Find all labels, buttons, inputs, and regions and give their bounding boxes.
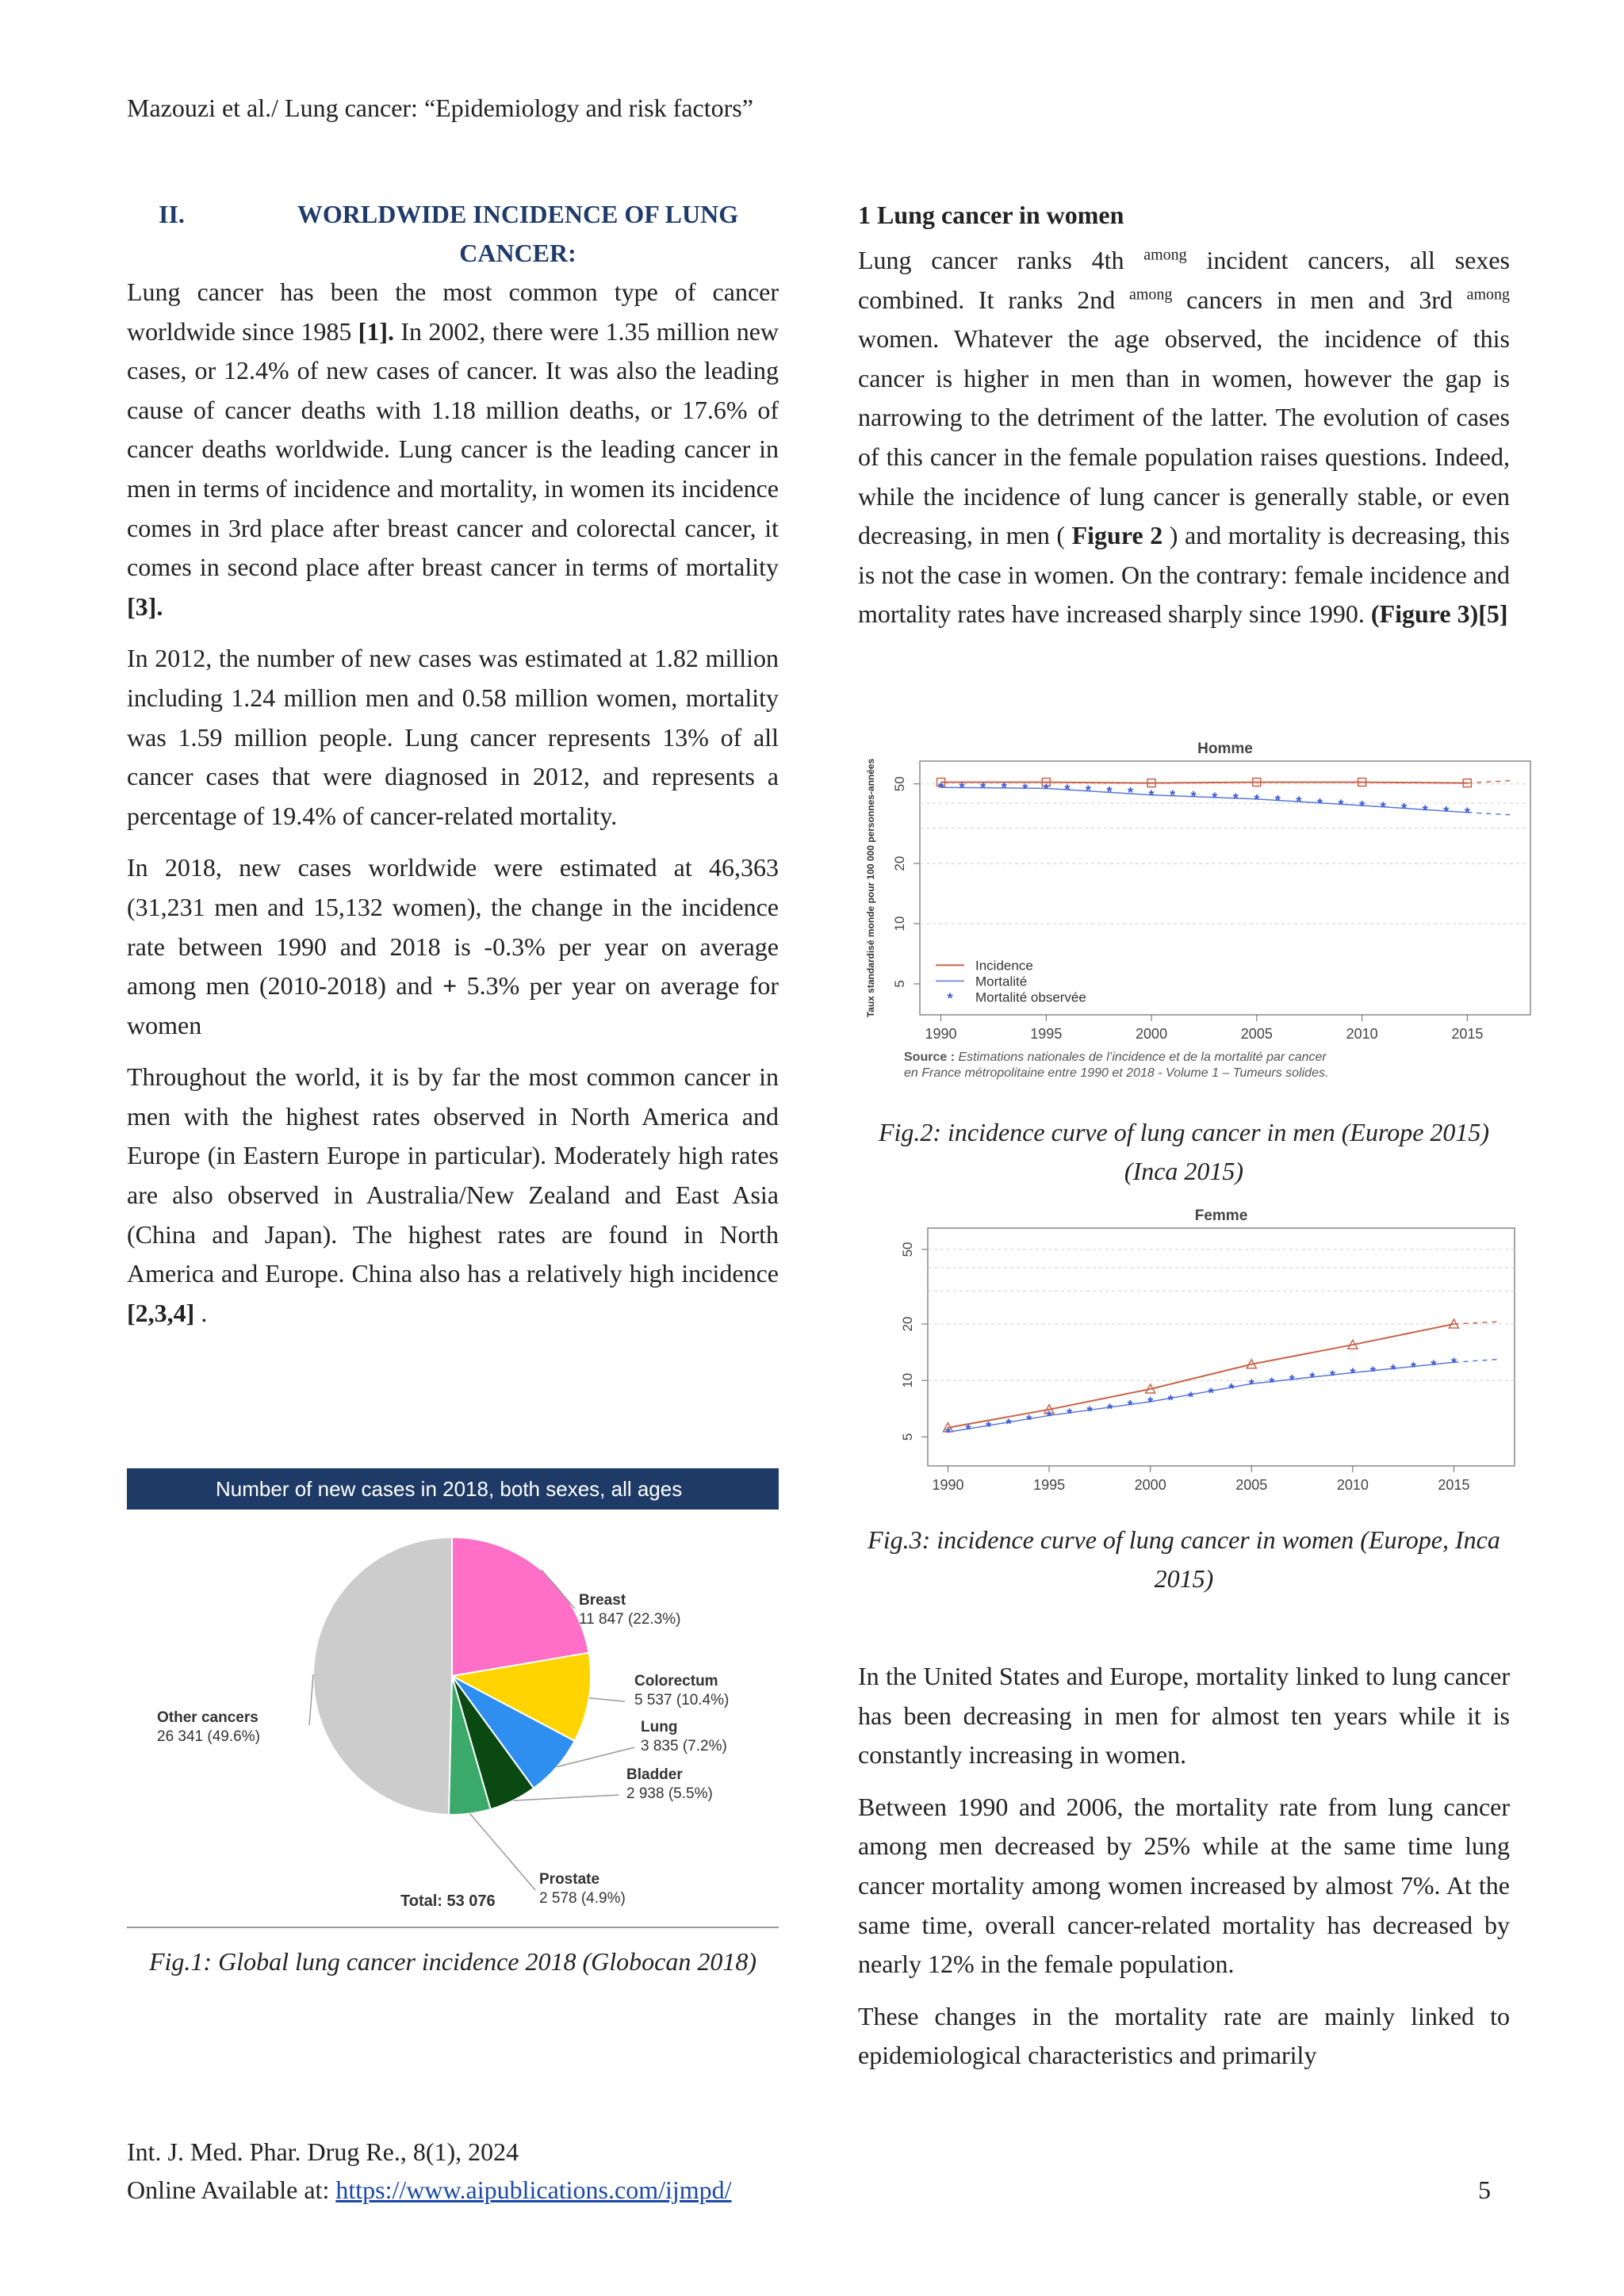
observed-mortality-point: * xyxy=(1043,781,1049,798)
pie-value: 3 835 (7.2%) xyxy=(641,1738,727,1755)
y-tick-label: 10 xyxy=(900,1372,915,1388)
figure-2 xyxy=(825,729,1554,1102)
paragraph-2012: In 2012, the number of new cases was estimated at 1.82 million including 1.24 million men and 0.58 million women, mortality was 1.59 million people. Lung cancer represents 13% of all cancer cases that were diagnosed in 2012, and represents a percentage of 19.4% of cancer-related mortality. xyxy=(127,644,779,830)
observed-mortality-point: * xyxy=(959,780,965,797)
observed-mortality-point: * xyxy=(1450,1355,1457,1372)
source-note: en France métropolitaine entre 1990 et 2018 - Volume 1 – Tumeurs solides. xyxy=(904,1066,1329,1080)
observed-mortality-point: * xyxy=(1026,1412,1032,1429)
observed-mortality-point: * xyxy=(1208,1385,1214,1402)
observed-mortality-point: * xyxy=(938,780,944,797)
observed-mortality-point: * xyxy=(1232,790,1239,807)
observed-mortality-point: * xyxy=(1316,796,1323,813)
observed-mortality-point: * xyxy=(1380,799,1386,816)
figure-2-caption: Fig.2: incidence curve of lung cancer in men (Europe 2015) (Inca 2015) xyxy=(878,1118,1490,1185)
observed-mortality-point: * xyxy=(1309,1370,1316,1387)
observed-mortality-point: * xyxy=(1254,791,1260,808)
observed-mortality-point: * xyxy=(986,1418,992,1435)
pie-total: Total: 53 076 xyxy=(400,1892,496,1910)
paragraph-2018: In 2018, new cases worldwide were estimated at 46,363 (31,231 men and 15,132 women), the change in the incidence rate between 1990 and 2018 is -0.3% per year on average among men (2010-2018) and + 5.3% per year on average for women xyxy=(127,853,779,1039)
journal-link[interactable]: https://www.aipublications.com/ijmpd/ xyxy=(335,2175,732,2204)
pie-slice-breast xyxy=(452,1537,589,1676)
right-column xyxy=(858,195,1510,647)
right-column-lower xyxy=(858,1657,1510,2088)
legend-label: Incidence xyxy=(975,958,1033,974)
observed-mortality-point: * xyxy=(1390,1361,1396,1378)
observed-mortality-point: * xyxy=(1190,788,1197,805)
observed-mortality-point: * xyxy=(1359,798,1365,814)
observed-mortality-point: * xyxy=(980,780,986,797)
x-tick-label: 2015 xyxy=(1451,1026,1484,1042)
figure-reference: Figure 2 xyxy=(1071,521,1163,550)
observed-mortality-point: * xyxy=(1296,794,1302,810)
y-tick-label: 20 xyxy=(900,1316,915,1332)
observed-mortality-point: * xyxy=(1128,785,1134,802)
observed-mortality-point: * xyxy=(1127,1398,1133,1414)
y-tick-label: 50 xyxy=(900,1242,915,1257)
observed-mortality-point: * xyxy=(1350,1365,1356,1382)
x-tick-label: 1995 xyxy=(1033,1477,1066,1493)
observed-mortality-point: * xyxy=(1269,1375,1275,1391)
pie-label: Prostate xyxy=(539,1871,600,1888)
citation: [1]. xyxy=(358,316,394,346)
observed-mortality-point: * xyxy=(1046,1408,1052,1425)
pie-label: Lung xyxy=(641,1719,678,1735)
x-tick-label: 2000 xyxy=(1136,1026,1168,1042)
observed-mortality-point: * xyxy=(1289,1372,1295,1389)
x-tick-label: 1990 xyxy=(925,1026,957,1042)
pie-chart-title: Number of new cases in 2018, both sexes, all ages xyxy=(127,1468,779,1510)
figure-3-caption: Fig.3: incidence curve of lung cancer in women (Europe, Inca 2015) xyxy=(868,1525,1500,1593)
observed-mortality-point: * xyxy=(1086,1403,1093,1420)
observed-mortality-point: * xyxy=(1067,1406,1073,1422)
paragraph-history: Lung cancer has been the most common type of cancer worldwide since 1985 [1]. In 2002, there were 1.35 million new cases, or 12.4% of new cases of cancer. It was also the leading cause of cancer deaths with 1.18 million deaths, or 17.6% of cancer deaths worldwide. Lung cancer is the leading cancer in men in terms of incidence and mortality, in women its incidence comes in 3rd place after breast cancer and colorectal cancer, it comes in second place after breast cancer in terms of mortality [3]. xyxy=(127,277,779,621)
figure-1 xyxy=(127,1468,779,1926)
leader-line xyxy=(470,1814,535,1890)
y-axis-label: Taux standardisé monde pour 100 000 personnes-années xyxy=(865,758,876,1018)
legend-swatch-observed: * xyxy=(947,990,953,1007)
observed-mortality-point: * xyxy=(1464,805,1470,821)
plot-frame xyxy=(928,1228,1515,1466)
running-header: Mazouzi et al./ Lung cancer: “Epidemiology and risk factors” xyxy=(127,94,753,122)
left-column xyxy=(127,195,779,1345)
page-number: 5 xyxy=(1478,2175,1491,2204)
leader-line xyxy=(589,1698,625,1701)
figure-1-caption: Fig.1: Global lung cancer incidence 2018 (Globocan 2018) xyxy=(148,1947,757,1976)
pie-label: Colorectum xyxy=(634,1673,718,1689)
y-tick-label: 50 xyxy=(892,776,907,792)
subsection-heading: 1 Lung cancer in women xyxy=(858,201,1124,229)
observed-mortality-point: * xyxy=(1022,781,1028,798)
figure-3 xyxy=(856,1201,1538,1510)
x-tick-label: 2000 xyxy=(1134,1477,1166,1493)
leader-line xyxy=(309,1674,313,1725)
observed-mortality-point: * xyxy=(1369,1364,1376,1380)
pie-value: 26 341 (49.6%) xyxy=(157,1728,260,1745)
citation: [2,3,4] xyxy=(127,1298,195,1327)
y-tick-label: 10 xyxy=(892,916,907,932)
pie-label: Bladder xyxy=(626,1766,683,1783)
citation: (Figure 3)[5] xyxy=(1370,599,1508,629)
observed-mortality-point: * xyxy=(1188,1389,1194,1406)
leader-line xyxy=(513,1795,619,1800)
observed-mortality-point: * xyxy=(1338,797,1344,813)
paragraph-women: Lung cancer ranks 4th $^{among}$ incident cancers, all sexes combined. It ranks 2nd $^{among}$ cancers in men and 3rd $^{among}$ women. Whatever the age observed, the incidence of this cancer is higher in men than in women, however the gap is narrowing to the detriment of the latter. The evolution of cases of this cancer in the female population raises questions. Indeed, while the incidence of lung cancer is generally stable, or even decreasing, in men ( Figure 2 ) and mortality is decreasing, this is not the case in women. On the contrary: female incidence and mortality rates have increased sharply since 1990. (Figure 3)[5] xyxy=(858,246,1511,629)
observed-mortality-point: * xyxy=(1228,1380,1235,1397)
x-tick-label: 2010 xyxy=(1346,1026,1378,1042)
observed-mortality-point: * xyxy=(1274,793,1281,809)
online-label: Online Available at: xyxy=(127,2175,336,2204)
figure-divider xyxy=(127,1927,779,1928)
x-tick-label: 2010 xyxy=(1336,1477,1369,1493)
section-title: WORLDWIDE INCIDENCE OF LUNG CANCER: xyxy=(297,200,739,267)
pie-value: 2 578 (4.9%) xyxy=(539,1890,626,1907)
pie-chart xyxy=(127,1510,779,1922)
observed-mortality-point: * xyxy=(1001,780,1007,797)
observed-mortality-point: * xyxy=(1431,1357,1437,1374)
paragraph-us-europe: In the United States and Europe, mortality linked to lung cancer has been decreasing in men for almost ten years while it is constantly increasing in women. xyxy=(858,1662,1510,1770)
x-tick-label: 2005 xyxy=(1235,1477,1268,1493)
x-tick-label: 1990 xyxy=(932,1477,964,1493)
paragraph-1990-2006: Between 1990 and 2006, the mortality rate from lung cancer among men decreased by 25% while at the same time lung cancer mortality among women increased by almost 7%. At the same time, overall cancer-related mortality has decreased by nearly 12% in the female population. xyxy=(858,1792,1510,1979)
women-line-chart xyxy=(856,1201,1538,1510)
x-tick-label: 2015 xyxy=(1438,1477,1470,1493)
observed-mortality-point: * xyxy=(1170,787,1176,804)
paragraph-changes: These changes in the mortality rate are mainly linked to epidemiological characteristics and primarily xyxy=(858,2001,1510,2070)
y-tick-label: 5 xyxy=(900,1433,915,1441)
journal-citation: Int. J. Med. Phar. Drug Re., 8(1), 2024 xyxy=(127,2137,519,2166)
source-note: Source : Estimations nationales de l’incidence et de la mortalité par cancer xyxy=(904,1050,1327,1064)
pie-value: 2 938 (5.5%) xyxy=(626,1785,713,1802)
observed-mortality-point: * xyxy=(1212,790,1218,806)
observed-mortality-point: * xyxy=(1085,783,1091,799)
observed-mortality-point: * xyxy=(1106,783,1113,800)
observed-mortality-point: * xyxy=(1401,800,1408,817)
pie-slice-other-cancers xyxy=(313,1537,452,1815)
observed-mortality-point: * xyxy=(1167,1392,1174,1409)
observed-mortality-point: * xyxy=(1410,1360,1416,1376)
observed-mortality-point: * xyxy=(1443,804,1450,821)
observed-mortality-point: * xyxy=(945,1425,952,1441)
x-tick-label: 2005 xyxy=(1240,1026,1273,1042)
observed-mortality-point: * xyxy=(1107,1401,1113,1418)
pie-value: 5 537 (10.4%) xyxy=(634,1692,730,1709)
legend-label: Mortalité observée xyxy=(975,989,1086,1005)
observed-mortality-point: * xyxy=(1248,1376,1254,1393)
pie-label: Other cancers xyxy=(157,1709,259,1726)
pie-value: 11 847 (22.3%) xyxy=(579,1611,681,1628)
y-tick-label: 5 xyxy=(892,980,907,988)
legend-label: Mortalité xyxy=(975,974,1028,989)
observed-mortality-point: * xyxy=(1147,1395,1154,1411)
x-tick-label: 1995 xyxy=(1030,1026,1063,1042)
men-line-chart xyxy=(825,729,1554,1102)
observed-mortality-point: * xyxy=(1064,782,1071,798)
observed-mortality-point: * xyxy=(965,1422,971,1438)
section-heading xyxy=(127,195,779,273)
pie-label: Breast xyxy=(579,1592,626,1609)
chart-title: Femme xyxy=(1194,1207,1248,1224)
observed-mortality-point: * xyxy=(1148,787,1155,804)
observed-mortality-point: * xyxy=(1422,802,1428,819)
y-tick-label: 20 xyxy=(892,855,907,871)
section-number: II. xyxy=(159,200,185,228)
citation: [3]. xyxy=(127,591,163,621)
observed-mortality-point: * xyxy=(1005,1416,1012,1433)
page-footer xyxy=(127,2133,1491,2209)
observed-mortality-point: * xyxy=(1329,1368,1335,1384)
chart-title: Homme xyxy=(1197,740,1253,757)
paragraph-worldwide: Throughout the world, it is by far the most common cancer in men with the highest rates observed in North America and Europe (in Eastern Europe in particular). Moderately high rates are also observed in Australia/New Zealand and East Asia (China and Japan). The highest rates are found in North America and Europe. China also has a relatively high incidence [2,3,4] . xyxy=(127,1062,779,1327)
